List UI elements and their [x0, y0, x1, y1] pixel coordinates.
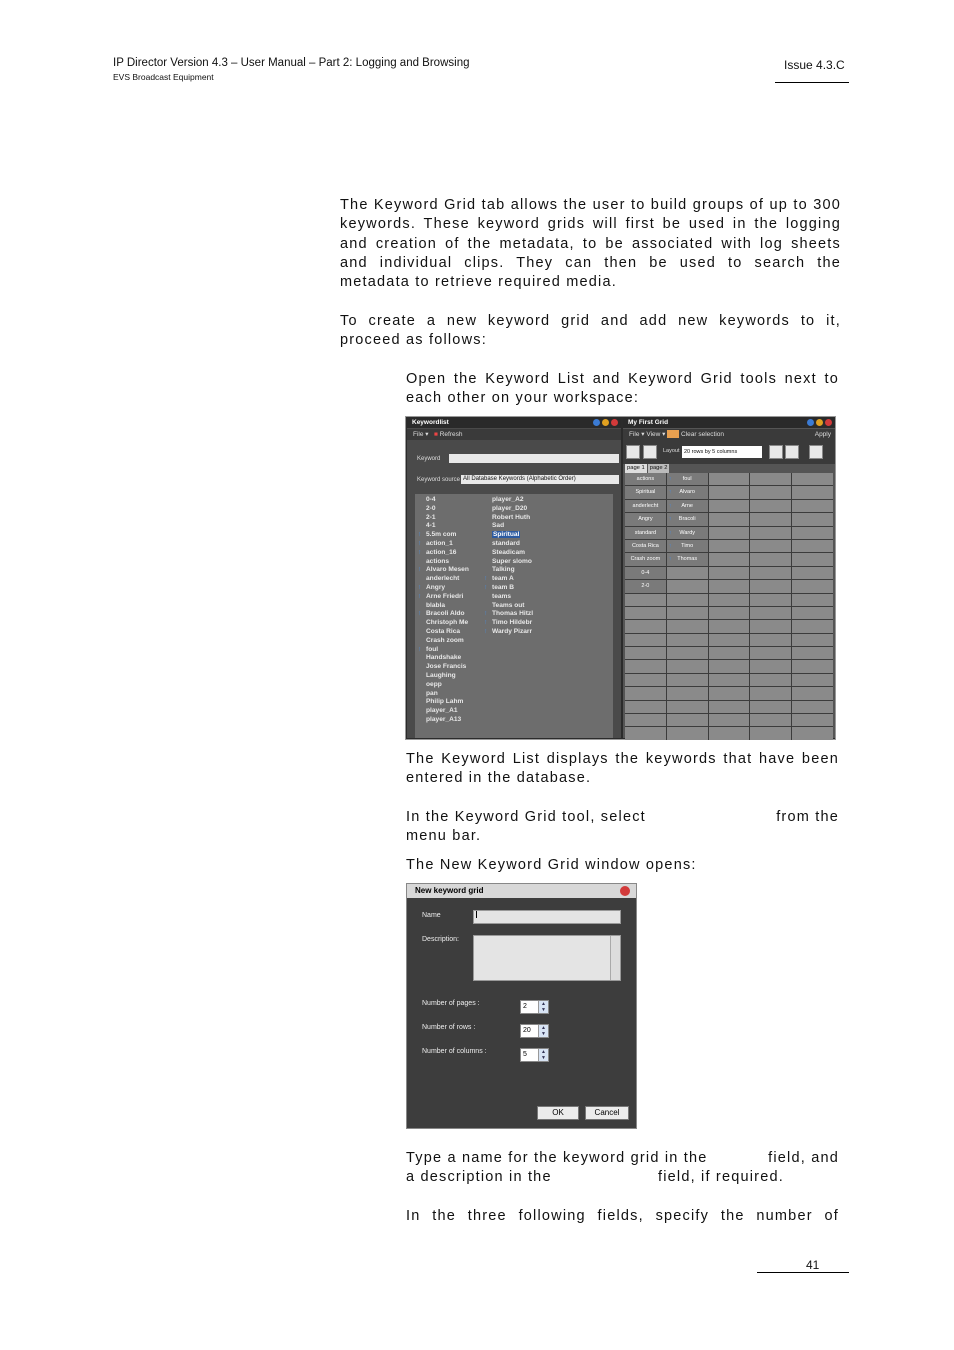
columns-label: Number of columns : — [422, 1048, 487, 1055]
edit-grid-icon[interactable] — [643, 445, 657, 459]
header-rule — [775, 82, 849, 83]
grid-cell[interactable] — [750, 634, 791, 646]
grid-cell[interactable] — [792, 727, 833, 739]
grid-cell[interactable] — [625, 674, 666, 686]
keyword-list-menubar: File ▾ ■ Refresh — [407, 429, 621, 440]
cancel-button[interactable]: Cancel — [585, 1106, 629, 1120]
grid-cell[interactable] — [750, 701, 791, 713]
menu-file[interactable]: File — [629, 431, 640, 438]
grid-cell[interactable] — [625, 727, 666, 739]
grid-cell[interactable]: ↑ Alvaro — [667, 486, 708, 498]
grid-cell[interactable] — [709, 660, 750, 672]
grid-cell[interactable] — [709, 674, 750, 686]
grid-cell[interactable] — [792, 486, 833, 498]
step-3-part-a: Type a name for the keyword grid in the — [406, 1150, 708, 1166]
keyword-label: Keyword — [417, 456, 441, 462]
selected-keyword[interactable]: Spiritual — [493, 531, 520, 539]
keyword-item[interactable]: Super slomo — [492, 557, 532, 565]
grid-cell[interactable] — [667, 647, 708, 659]
grid-cell[interactable] — [667, 580, 708, 592]
grid-cell[interactable] — [667, 701, 708, 713]
new-grid-icon[interactable] — [626, 445, 640, 459]
grid-cell[interactable] — [667, 674, 708, 686]
grid-cell[interactable] — [792, 527, 833, 539]
description-label: Description: — [422, 936, 459, 943]
procedure-intro: To create a new keyword grid and add new keywords to it, proceed as follows: — [340, 313, 841, 349]
grid-cell[interactable] — [750, 500, 791, 512]
keyword-list-box — [415, 494, 613, 738]
grid-cell[interactable] — [750, 674, 791, 686]
columns-stepper[interactable] — [520, 1048, 549, 1062]
grid-cell[interactable]: ↑ Bracoli — [667, 513, 708, 525]
grid-cell[interactable] — [709, 513, 750, 525]
help-icon[interactable] — [807, 419, 814, 426]
keyword-item[interactable]: 0-4 — [426, 496, 436, 503]
rows-value: 20 — [523, 1027, 531, 1034]
step-2-part-b: from the — [776, 809, 839, 825]
dialog-titlebar — [407, 884, 636, 898]
keyword-item[interactable]: Sad — [492, 522, 505, 530]
grid-cell[interactable] — [792, 567, 833, 579]
help-icon[interactable] — [593, 419, 600, 426]
page-number: 41 — [806, 1258, 820, 1272]
grid-cell[interactable] — [750, 687, 791, 699]
minimize-icon[interactable] — [816, 419, 823, 426]
keyword-item[interactable]: blabla — [426, 601, 446, 609]
keyword-item[interactable]: Steadicam — [492, 548, 525, 556]
grid-cell[interactable] — [667, 727, 708, 739]
swap-icon[interactable] — [785, 445, 799, 459]
name-label: Name — [422, 912, 441, 919]
grid-cell[interactable] — [667, 687, 708, 699]
grid-cell[interactable] — [750, 607, 791, 619]
intro-paragraph: The Keyword Grid tab allows the user to build groups of up to 300 keywords. These keyword grids will first be used in the logging and creation of the metadata, to be associated with log sheets and individual clips. They can then be used to search the metadata to retrieve required media. — [340, 197, 841, 291]
keyword-item[interactable]: ↑ action_1 — [426, 540, 469, 549]
pages-value: 2 — [523, 1003, 527, 1010]
name-input[interactable] — [473, 910, 621, 924]
step-4-text: In the three following fields, specify the number of — [406, 1208, 839, 1224]
grid-cell[interactable] — [709, 701, 750, 713]
menu-view[interactable]: View — [646, 431, 661, 438]
grid-cell[interactable] — [792, 500, 833, 512]
stepper-arrows-icon[interactable]: ▲ ▼ — [538, 1025, 548, 1037]
keyword-item[interactable]: ↑ Arne Friedri — [426, 593, 469, 602]
grid-cell[interactable] — [625, 594, 666, 606]
grid-cell[interactable] — [792, 473, 833, 485]
grid-cell[interactable] — [625, 687, 666, 699]
grid-cell[interactable] — [792, 660, 833, 672]
grid-cell[interactable] — [709, 540, 750, 552]
layout-label: Layout — [663, 448, 680, 454]
keyword-item[interactable]: ↑ team B — [492, 584, 533, 593]
keyword-column-2 — [492, 496, 533, 637]
grid-cell[interactable] — [709, 594, 750, 606]
grid-cell[interactable]: ↑ Wardy — [667, 527, 708, 539]
header-issue: Issue 4.3.C — [784, 58, 845, 72]
grid-cell[interactable]: ↑ foul — [667, 473, 708, 485]
keyword-item[interactable]: Talking — [492, 566, 515, 574]
keyword-item[interactable]: Jose Francis — [426, 663, 467, 671]
description-textarea[interactable] — [473, 935, 621, 981]
close-icon[interactable] — [611, 419, 618, 426]
grid-cell[interactable] — [792, 634, 833, 646]
grid-cell[interactable]: Crash zoom — [625, 553, 666, 565]
footer-rule — [757, 1272, 849, 1273]
pages-stepper[interactable] — [520, 1000, 549, 1014]
grid-cell[interactable]: anderlecht — [625, 500, 666, 512]
step-2-part-c: menu bar. — [406, 828, 482, 845]
header-title: IP Director Version 4.3 – User Manual – Part 2: Logging and Browsing — [113, 57, 470, 69]
keyword-item[interactable]: ↑ 5.5m com — [426, 531, 469, 540]
grid-cell[interactable]: ↑ Timo — [667, 540, 708, 552]
keyword-item[interactable]: ↑ Bracoli Aldo — [426, 610, 469, 619]
grid-cell[interactable] — [750, 513, 791, 525]
rows-stepper[interactable] — [520, 1024, 549, 1038]
keyword-item[interactable]: ↑ Angry — [426, 584, 469, 593]
grid-cell[interactable] — [792, 620, 833, 632]
step-2-result: The New Keyword Grid window opens: — [406, 857, 697, 873]
step-1-text: Open the Keyword List and Keyword Grid tools next to each other on your workspace: — [406, 371, 839, 407]
grid-cell[interactable] — [750, 620, 791, 632]
menu-file[interactable]: File — [413, 431, 424, 438]
grid-cell[interactable] — [709, 727, 750, 739]
grid-cell[interactable] — [667, 620, 708, 632]
grid-cell[interactable] — [709, 580, 750, 592]
keyword-item[interactable]: Crash zoom — [426, 636, 464, 644]
keyword-source-label: Keyword source — [417, 477, 461, 483]
keyword-input[interactable] — [449, 454, 619, 463]
keyword-grid-toolbar — [623, 440, 835, 464]
keyword-grid-panel — [623, 418, 835, 738]
grid-cell[interactable] — [709, 553, 750, 565]
menu-refresh[interactable]: Refresh — [439, 431, 463, 438]
keyword-item[interactable]: 2-0 — [426, 504, 436, 512]
grid-cell[interactable] — [750, 580, 791, 592]
grid-cell[interactable]: Costa Rica — [625, 540, 666, 552]
keyword-item[interactable]: ↑ Alvaro Mesen — [426, 566, 469, 575]
keyword-item[interactable]: Teams out — [492, 601, 525, 609]
grid-cell[interactable] — [792, 553, 833, 565]
grid-tabs — [625, 464, 670, 473]
grid-cell[interactable] — [750, 553, 791, 565]
keyword-item[interactable]: ↑ foul — [426, 646, 469, 655]
grid-cell[interactable] — [709, 473, 750, 485]
grid-cell[interactable] — [792, 701, 833, 713]
columns-value: 5 — [523, 1051, 527, 1058]
keyword-grid-titlebar — [623, 418, 835, 428]
grid-cell[interactable] — [625, 660, 666, 672]
keyword-list-titlebar — [407, 418, 621, 428]
keyword-item[interactable]: standard — [492, 539, 520, 547]
grid-cell[interactable] — [667, 634, 708, 646]
grid-cell[interactable] — [625, 701, 666, 713]
keyword-item[interactable]: player_A1 — [426, 707, 458, 715]
grid-cell[interactable]: actions — [625, 473, 666, 485]
grid-cell[interactable] — [709, 647, 750, 659]
grid-cell[interactable] — [750, 727, 791, 739]
grid-cell[interactable] — [750, 473, 791, 485]
grid-cell[interactable] — [667, 607, 708, 619]
keyword-item[interactable]: Christoph Me — [426, 619, 469, 627]
grid-cell[interactable] — [709, 567, 750, 579]
keyword-grid-menubar: File ▾ View ▾ Clear selection Apply — [623, 429, 835, 440]
grid-cell[interactable] — [750, 594, 791, 606]
step-1-result: The Keyword List displays the keywords that have been entered in the database. — [406, 751, 839, 787]
stepper-arrows-icon[interactable]: ▲ ▼ — [538, 1049, 548, 1061]
keyword-column-1 — [426, 496, 469, 725]
keyword-list-title: Keywordlist — [412, 419, 449, 426]
grid-cell[interactable] — [625, 647, 666, 659]
grid-cell[interactable] — [792, 714, 833, 726]
grid-cell[interactable] — [750, 527, 791, 539]
keyword-item[interactable]: player_D20 — [492, 504, 528, 512]
close-icon[interactable] — [825, 419, 832, 426]
layout-select[interactable]: 20 rows by 5 columns — [682, 446, 762, 458]
keyword-item[interactable]: Handshake — [426, 654, 462, 662]
grid-cell[interactable]: ↑ Arne — [667, 500, 708, 512]
keyword-source-select[interactable]: All Database Keywords (Alphabetic Order) — [461, 475, 619, 484]
keyword-item[interactable]: anderlecht — [426, 575, 460, 583]
grid-cell[interactable]: Angry — [625, 513, 666, 525]
grid-cell[interactable] — [750, 714, 791, 726]
keyword-item[interactable]: Philip Lahm — [426, 698, 464, 706]
step-2-part-a: In the Keyword Grid tool, select — [406, 809, 646, 825]
grid-cell[interactable] — [667, 714, 708, 726]
grid-cell[interactable] — [709, 620, 750, 632]
keyword-item[interactable]: ↑ Timo Hildebr — [492, 619, 533, 628]
keyword-tools-screenshot — [405, 416, 836, 740]
grid-cell[interactable] — [709, 687, 750, 699]
refresh-icon: ■ — [433, 431, 438, 438]
move-left-icon[interactable] — [769, 445, 783, 459]
header-subtitle: EVS Broadcast Equipment — [113, 72, 214, 82]
grid-cell[interactable] — [709, 486, 750, 498]
grid-cell[interactable] — [709, 500, 750, 512]
step-2-text — [406, 808, 839, 847]
keyword-item[interactable]: player_A2 — [492, 496, 524, 503]
ok-button[interactable]: OK — [537, 1106, 579, 1120]
grid-cell[interactable] — [792, 540, 833, 552]
step-3-part-c: a description in the — [406, 1169, 552, 1186]
dialog-title: New keyword grid — [415, 886, 484, 895]
grid-cell[interactable] — [750, 567, 791, 579]
grid-cell[interactable] — [709, 634, 750, 646]
stepper-arrows-icon[interactable]: ▲ ▼ — [538, 1001, 548, 1013]
description-scrollbar[interactable] — [610, 936, 620, 980]
step-3-part-b: field, and — [768, 1150, 839, 1166]
keyword-item[interactable]: ↑ team A — [492, 575, 533, 584]
grid-cell[interactable]: Spiritual — [625, 486, 666, 498]
grid-cell[interactable]: standard — [625, 527, 666, 539]
tab-page-1[interactable]: page 1 — [627, 465, 645, 471]
grid-cell[interactable] — [792, 607, 833, 619]
grid-cell[interactable] — [750, 660, 791, 672]
keyword-item[interactable]: Laughing — [426, 671, 456, 679]
rows-label: Number of rows : — [422, 1024, 476, 1031]
keyword-item[interactable]: Costa Rica — [426, 627, 461, 635]
grid-cell[interactable] — [709, 607, 750, 619]
grid-cell[interactable] — [667, 594, 708, 606]
keyword-item[interactable]: 4-1 — [426, 522, 436, 530]
grid-cell[interactable] — [792, 674, 833, 686]
grid-cell[interactable]: 0-4 — [625, 567, 666, 579]
new-keyword-grid-dialog — [406, 883, 637, 1129]
keyword-item[interactable]: ↑ Thomas Hitzl — [492, 610, 533, 619]
export-icon[interactable] — [809, 445, 823, 459]
grid-cell[interactable] — [625, 620, 666, 632]
grid-cell[interactable] — [792, 647, 833, 659]
grid-cell[interactable] — [625, 607, 666, 619]
keyword-item[interactable]: teams — [492, 592, 512, 600]
grid-cell[interactable] — [625, 634, 666, 646]
grid-cell[interactable] — [625, 714, 666, 726]
keyword-item[interactable]: pan — [426, 689, 438, 697]
grid-cell[interactable] — [792, 580, 833, 592]
apply-button[interactable]: Apply — [814, 431, 831, 438]
keyword-list-panel — [407, 418, 621, 738]
keyword-item[interactable]: Robert Huth — [492, 513, 531, 521]
grid-cell[interactable] — [667, 660, 708, 672]
grid-cell[interactable]: 2-0 — [625, 580, 666, 592]
keyword-item[interactable]: actions — [426, 557, 450, 565]
grid-cell[interactable] — [709, 714, 750, 726]
grid-cell[interactable] — [750, 647, 791, 659]
grid-cell[interactable] — [667, 567, 708, 579]
clear-selection-button[interactable]: Clear selection — [681, 431, 725, 438]
step-3-part-d: field, if required. — [658, 1169, 784, 1186]
keyword-item[interactable]: 2-1 — [426, 513, 436, 521]
grid-cell[interactable] — [792, 687, 833, 699]
tab-page-2[interactable]: page 2 — [649, 465, 668, 471]
keyword-item[interactable]: ↑ Wardy Pizarr — [492, 628, 533, 637]
keyword-grid-cells — [625, 473, 833, 740]
keyword-item[interactable] — [492, 531, 533, 540]
keyword-item[interactable]: ↑ action_16 — [426, 549, 469, 558]
keyword-item[interactable]: player_A13 — [426, 715, 462, 723]
grid-cell[interactable] — [750, 486, 791, 498]
pages-label: Number of pages : — [422, 1000, 480, 1007]
keyword-item[interactable]: oepp — [426, 680, 442, 688]
grid-color-icon[interactable] — [667, 430, 679, 438]
keyword-grid-title: My First Grid — [628, 419, 669, 426]
grid-cell[interactable] — [792, 513, 833, 525]
grid-cell[interactable] — [750, 540, 791, 552]
minimize-icon[interactable] — [602, 419, 609, 426]
close-icon[interactable] — [620, 886, 630, 896]
grid-cell[interactable] — [709, 527, 750, 539]
step-3-text — [406, 1149, 839, 1188]
grid-cell[interactable] — [792, 594, 833, 606]
grid-cell[interactable]: ↑ Thomas — [667, 553, 708, 565]
